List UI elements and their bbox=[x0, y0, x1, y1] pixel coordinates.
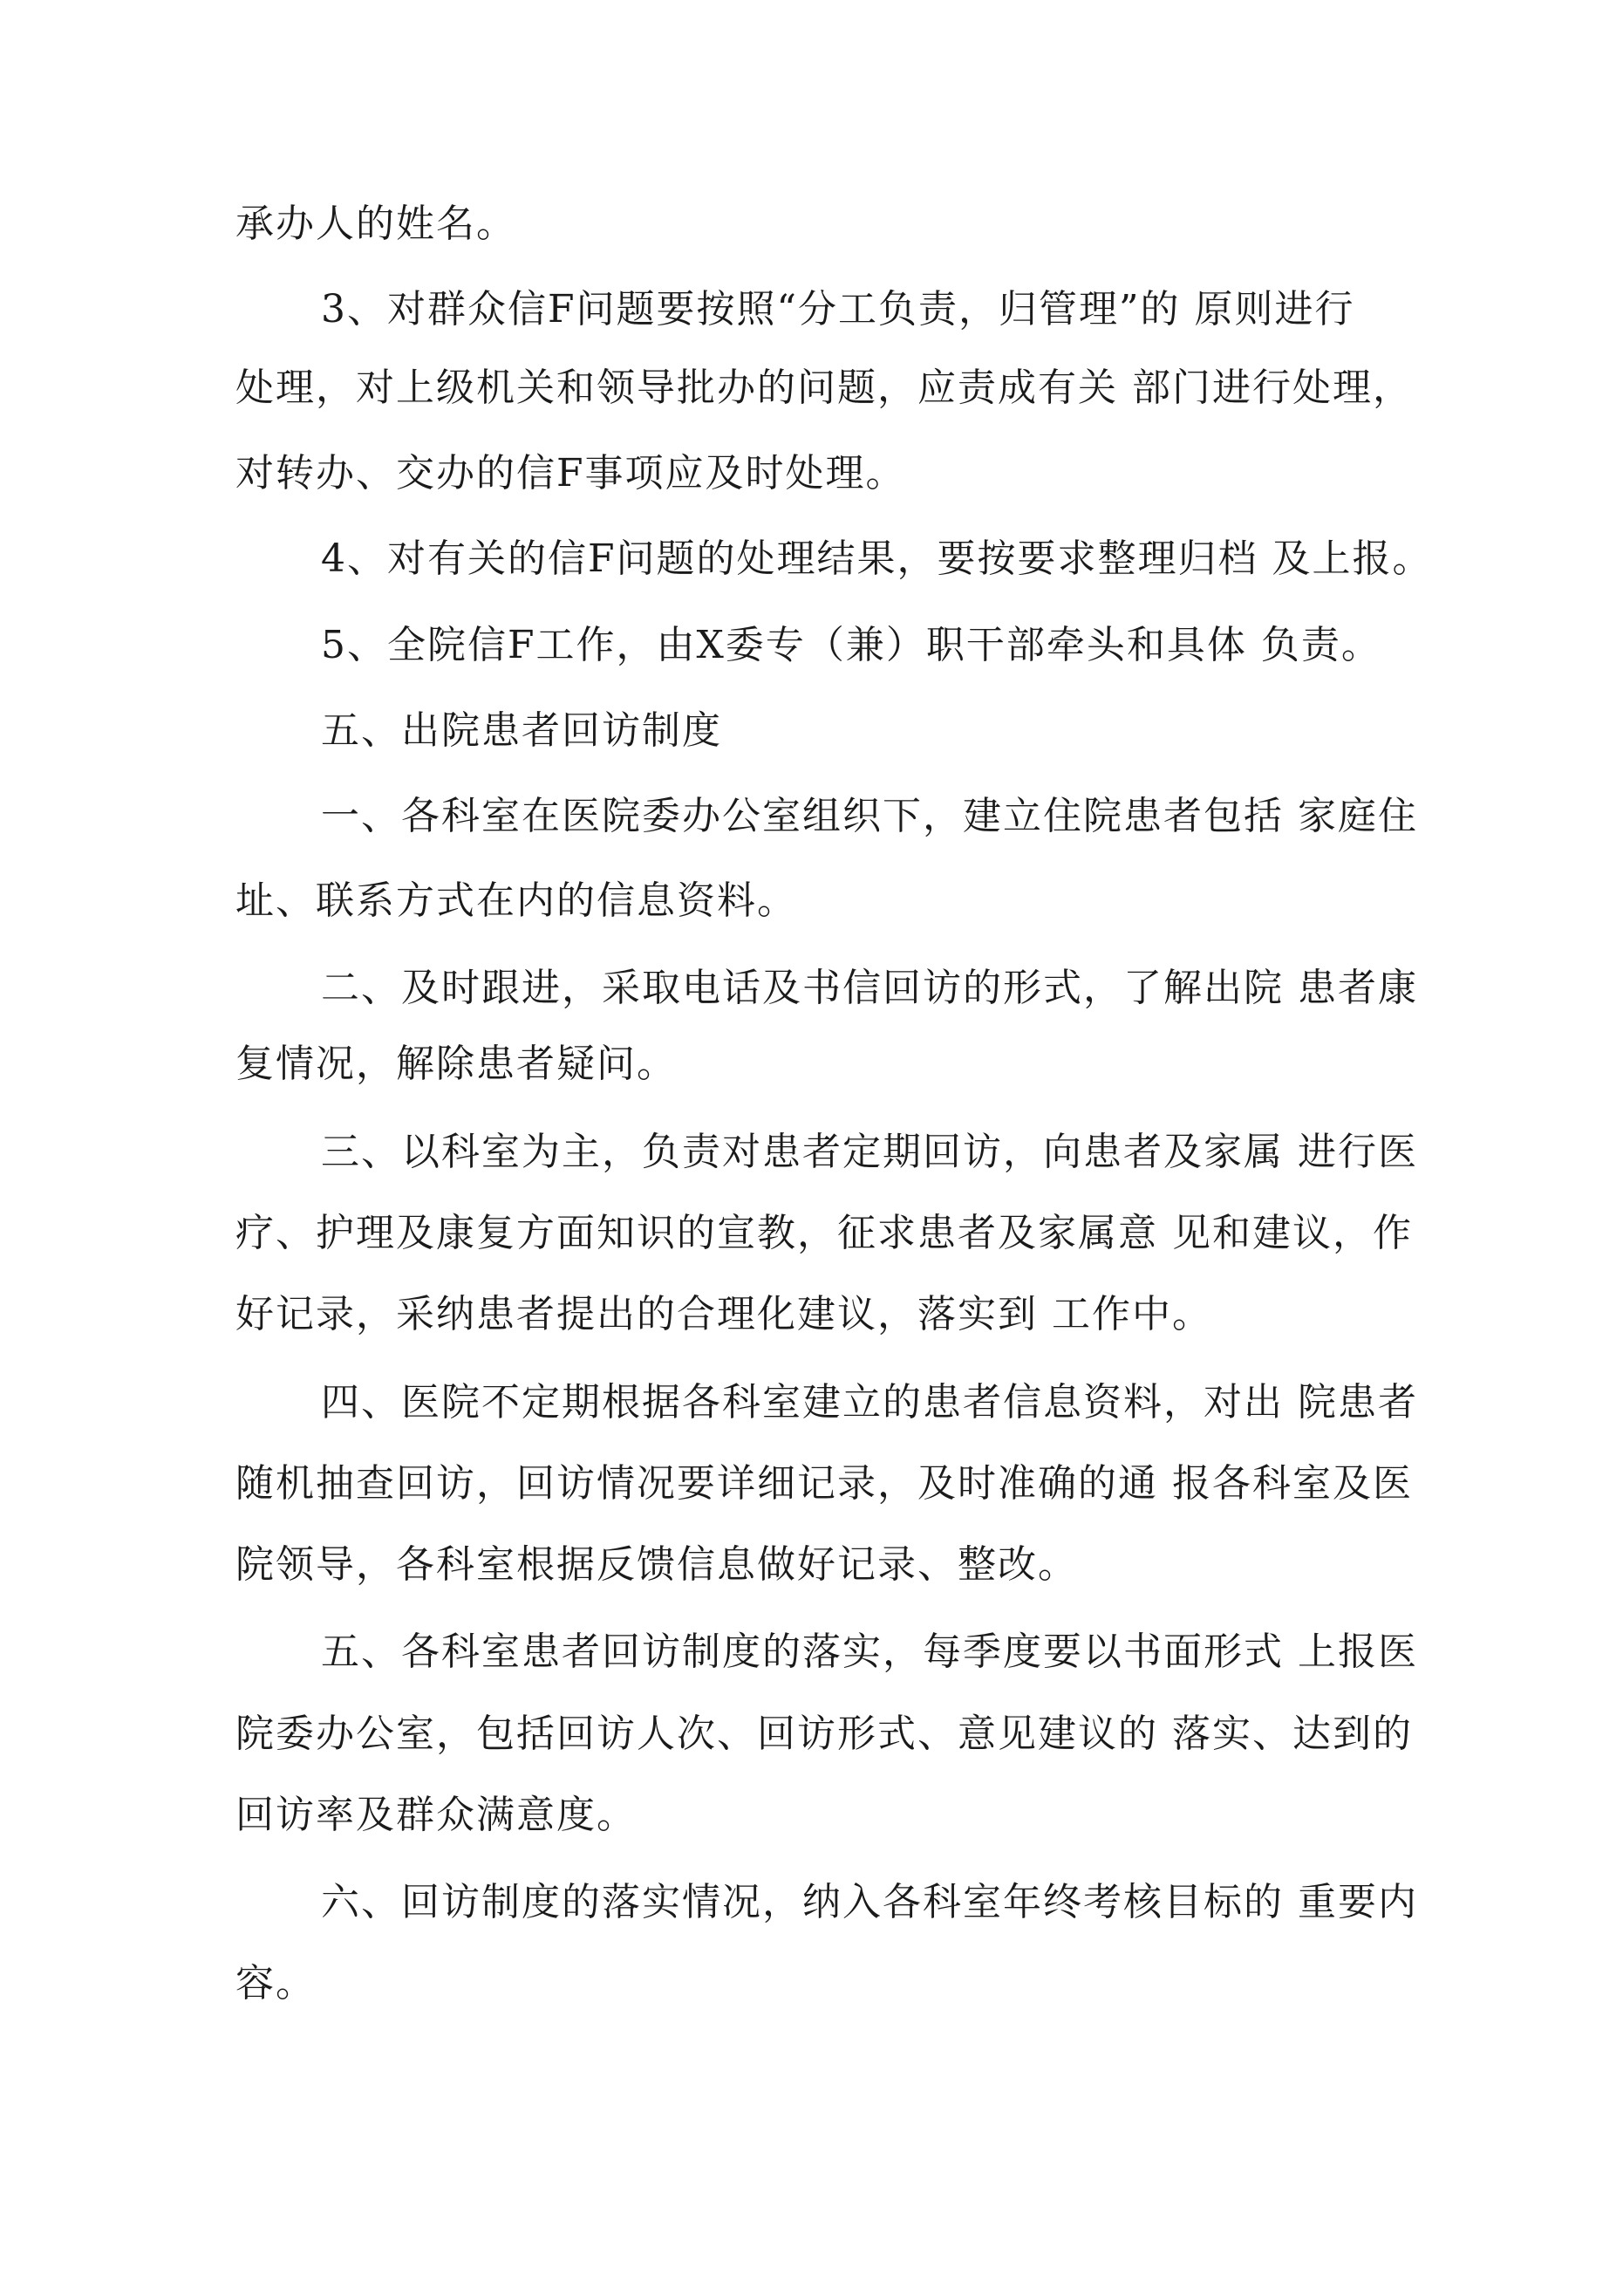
text-line: 4、对有关的信F问题的处理结果，要按要求整理归档 及上报。 bbox=[321, 536, 1433, 581]
text-line: 疗、护理及康复方面知识的宣教，征求患者及家属意 见和建议，作 bbox=[235, 1211, 1413, 1255]
text-line: 三、以科室为主，负责对患者定期回访，向患者及家属 进行医 bbox=[321, 1130, 1418, 1174]
text-line: 五、各科室患者回访制度的落实，每季度要以书面形式 上报医 bbox=[321, 1630, 1418, 1674]
text-line: 六、回访制度的落实情况，纳入各科室年终考核目标的 重要内 bbox=[321, 1880, 1418, 1924]
text-line: 址、联系方式在内的信息资料。 bbox=[235, 878, 797, 923]
text-line: 院领导，各科室根据反馈信息做好记录、整改。 bbox=[235, 1542, 1078, 1587]
text-line: 复情况，解除患者疑问。 bbox=[235, 1042, 677, 1086]
text-line: 好记录，采纳患者提出的合理化建议，落实到 工作中。 bbox=[235, 1292, 1212, 1336]
text-line: 二、及时跟进，采取电话及书信回访的形式，了解出院 患者康 bbox=[321, 966, 1418, 1010]
text-line: 3、对群众信F问题要按照“分工负责，归管理”的 原则进行 bbox=[321, 287, 1355, 331]
text-line: 容。 bbox=[235, 1961, 316, 2006]
text-line: 四、医院不定期根据各科室建立的患者信息资料，对出 院患者 bbox=[321, 1380, 1418, 1425]
text-line: 回访率及群众满意度。 bbox=[235, 1793, 637, 1837]
text-line: 随机抽查回访，回访情况要详细记录，及时准确的通 报各科室及医 bbox=[235, 1461, 1413, 1506]
text-line: 处理，对上级机关和领导批办的问题，应责成有关 部门进行处理， bbox=[235, 366, 1413, 410]
text-line: 一、各科室在医院委办公室组织下，建立住院患者包括 家庭住 bbox=[321, 794, 1418, 838]
text-line: 对转办、交办的信F事项应及时处理。 bbox=[235, 451, 906, 495]
text-line: 5、全院信F工作，由X委专（兼）职干部牵头和具体 负责。 bbox=[321, 623, 1381, 667]
text-line: 院委办公室，包括回访人次、回访形式、意见建议的 落实、达到的 bbox=[235, 1712, 1413, 1756]
text-line: 承办人的姓名。 bbox=[235, 202, 516, 246]
section-heading: 五、出院患者回访制度 bbox=[321, 708, 722, 753]
